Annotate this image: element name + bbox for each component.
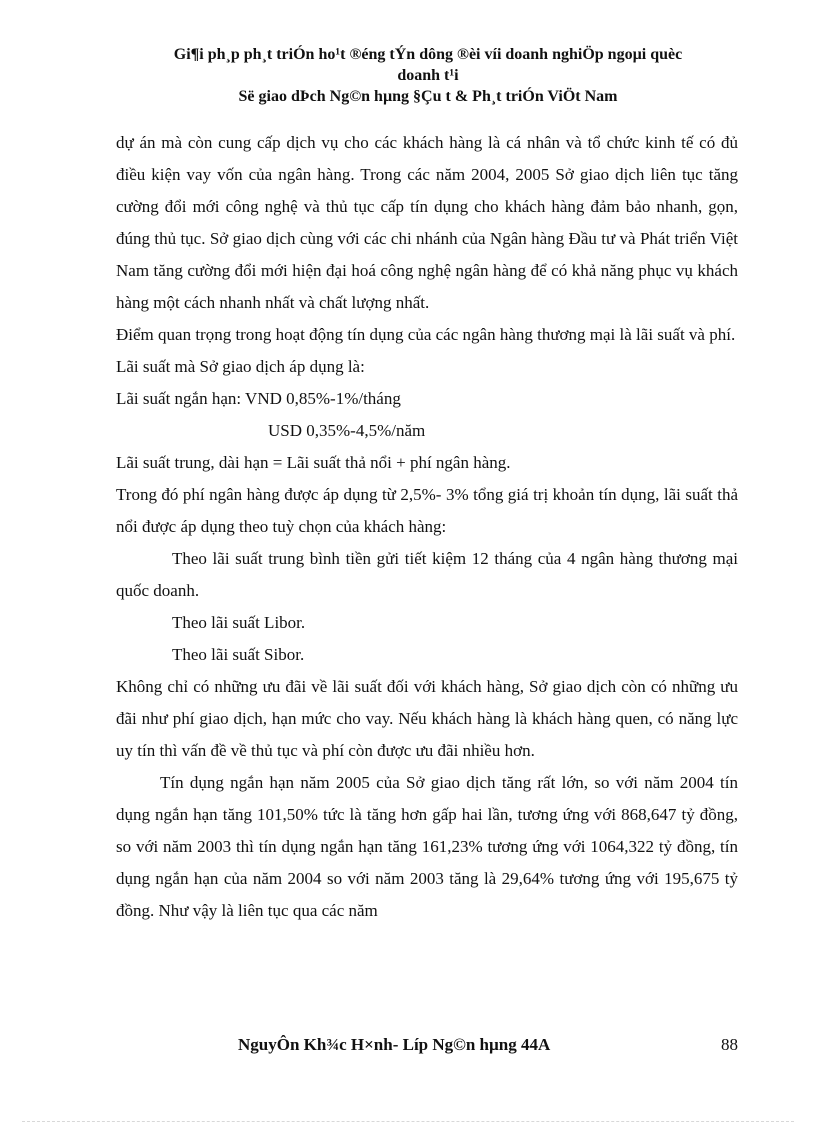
paragraph-services: dự án mà còn cung cấp dịch vụ cho các khách hàng là cá nhân và tổ chức kinh tế có đủ điều kiện vay vốn của ngân hàng. Trong các năm 2004, 2005 Sở giao dịch liên tục tăng cường đổi mới công nghệ và thủ tục cấp tín dụng cho khách hàng đảm bảo nhanh, gọn, đúng thủ tục. Sở giao dịch cùng với các chi nhánh của Ngân hàng Đầu tư và Phát triển Việt Nam tăng cường đổi mới hiện đại hoá công nghệ ngân hàng để có khả năng phục vụ khách hàng một cách nhanh nhất và chất lượng nhất. — [116, 133, 738, 312]
long-term-rate: Lãi suất trung, dài hạn = Lãi suất thả nổi + phí ngân hàng. — [116, 453, 511, 472]
page-number: 88 — [721, 1035, 738, 1054]
paragraph-short-term-credit: Tín dụng ngắn hạn năm 2005 của Sở giao dịch tăng rất lớn, so với năm 2004 tín dụng ngắn hạn tăng 101,50% tức là tăng hơn gấp hai lần, tương ứng với 868,647 tỷ đồng, so với năm 2003 thì tín dụng ngắn hạn tăng 161,23% tương ứng với 1064,322 tỷ đồng, tín dụng ngắn hạn của năm 2004 so với năm 2003 tăng là 29,64% tương ứng với 195,675 tỷ đồng. Như vậy là liên tục qua các năm — [116, 773, 738, 920]
paragraph-key-point: Điểm quan trọng trong hoạt động tín dụng của các ngân hàng thương mại là lãi suất và phí. — [116, 325, 736, 344]
header-title-line-3: Së giao dÞch Ng©n hµng §Çu t & Ph¸t triÓn ViÖt Nam — [238, 88, 618, 105]
footer-author: NguyÔn Kh¾c H×nh- Líp Ng©n hµng 44A — [238, 1035, 551, 1054]
short-term-rate-usd: USD 0,35%-4,5%/năm — [268, 421, 426, 440]
page-edge-divider — [22, 1121, 794, 1122]
option-savings-rate: Theo lãi suất trung bình tiền gửi tiết kiệm 12 tháng của 4 ngân hàng thương mại quốc doanh. — [116, 549, 738, 600]
short-term-rate-vnd: Lãi suất ngắn hạn: VND 0,85%-1%/tháng — [116, 389, 401, 408]
page-footer — [116, 1035, 738, 1059]
document-body — [116, 127, 738, 927]
paragraph-incentives: Không chỉ có những ưu đãi về lãi suất đối với khách hàng, Sở giao dịch còn có những ưu đãi như phí giao dịch, hạn mức cho vay. Nếu khách hàng là khách hàng quen, có năng lực uy tín thì vấn đề về thủ tục và phí còn được ưu đãi nhiều hơn. — [116, 677, 738, 760]
option-libor: Theo lãi suất Libor. — [172, 613, 306, 632]
paragraph-rates-intro: Lãi suất mà Sở giao dịch áp dụng là: — [116, 357, 365, 376]
header-title-line-2: doanh t¹i — [397, 67, 459, 84]
paragraph-bank-fee: Trong đó phí ngân hàng được áp dụng từ 2,5%- 3% tổng giá trị khoản tín dụng, lãi suất thả nổi được áp dụng theo tuỳ chọn của khách hàng: — [116, 485, 738, 536]
option-sibor: Theo lãi suất Sibor. — [172, 645, 305, 664]
page-header — [100, 44, 756, 107]
header-title-line-1: Gi¶i ph¸p ph¸t triÓn ho¹t ®éng tÝn dông ®èi víi doanh nghiÖp ngoµi quèc — [173, 46, 683, 63]
